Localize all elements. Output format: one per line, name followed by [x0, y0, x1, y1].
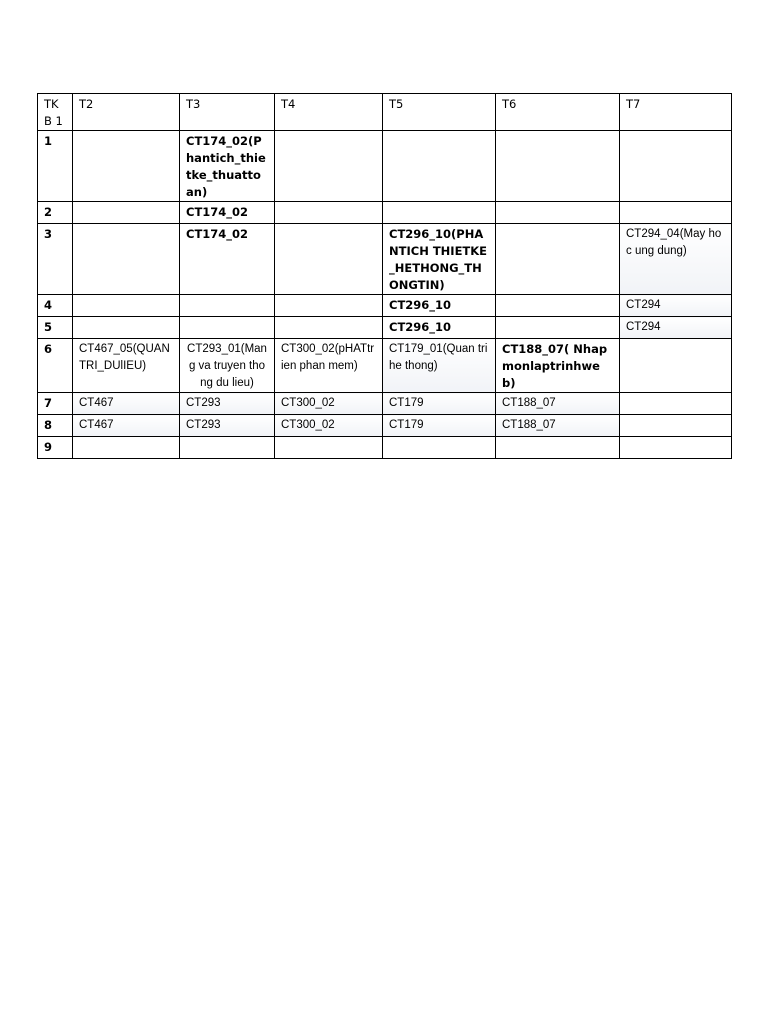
cell-t5: [383, 437, 496, 459]
table-row: [38, 437, 732, 459]
cell-t2: [73, 295, 180, 317]
cell-t7: [620, 339, 732, 393]
header-t2: T2: [73, 94, 180, 131]
cell-t3: CT293_01(Mang va truyen thong du lieu): [180, 339, 275, 393]
cell-t2: [73, 317, 180, 339]
header-t7: T7: [620, 94, 732, 131]
period-cell: 9: [38, 437, 73, 459]
cell-t5: CT296_10: [383, 317, 496, 339]
cell-t7: CT294_04(May hoc ung dung): [620, 224, 732, 295]
cell-t3: CT293: [180, 393, 275, 415]
cell-t3: [180, 437, 275, 459]
cell-t5: CT179: [383, 393, 496, 415]
cell-t5: [383, 131, 496, 202]
cell-t4: [275, 295, 383, 317]
period-cell: 7: [38, 393, 73, 415]
cell-t7: CT294: [620, 295, 732, 317]
period-cell: 6: [38, 339, 73, 393]
cell-t6: CT188_07( Nhapmonlaptrinhweb): [496, 339, 620, 393]
cell-t4: [275, 202, 383, 224]
period-cell: 5: [38, 317, 73, 339]
cell-t3: CT174_02(Phantich_thietke_thuattoan): [180, 131, 275, 202]
cell-t5: CT296_10: [383, 295, 496, 317]
cell-t2: [73, 224, 180, 295]
cell-t7: [620, 437, 732, 459]
table-row: [38, 131, 732, 202]
header-row: [38, 94, 732, 131]
cell-t6: [496, 437, 620, 459]
cell-t7: [620, 202, 732, 224]
table-row: [38, 317, 732, 339]
table-row: [38, 295, 732, 317]
cell-t4: CT300_02: [275, 415, 383, 437]
cell-t2: [73, 437, 180, 459]
cell-t4: [275, 224, 383, 295]
table-row: [38, 202, 732, 224]
cell-t2: [73, 131, 180, 202]
timetable: [37, 93, 732, 459]
cell-t6: [496, 295, 620, 317]
period-cell: 8: [38, 415, 73, 437]
cell-t5: CT179_01(Quan tri he thong): [383, 339, 496, 393]
cell-t3: CT174_02: [180, 224, 275, 295]
cell-t4: [275, 317, 383, 339]
header-t4: T4: [275, 94, 383, 131]
cell-t6: [496, 131, 620, 202]
cell-t7: [620, 415, 732, 437]
header-tkb: TKB 1: [38, 94, 73, 131]
cell-t4: [275, 437, 383, 459]
cell-t2: CT467: [73, 393, 180, 415]
cell-t3: [180, 295, 275, 317]
cell-t6: [496, 224, 620, 295]
cell-t7: [620, 393, 732, 415]
cell-t3: [180, 317, 275, 339]
cell-t4: [275, 131, 383, 202]
cell-t4: CT300_02: [275, 393, 383, 415]
header-t5: T5: [383, 94, 496, 131]
header-t3: T3: [180, 94, 275, 131]
table-row: [38, 393, 732, 415]
table-row: [38, 415, 732, 437]
cell-t6: CT188_07: [496, 415, 620, 437]
period-cell: 1: [38, 131, 73, 202]
period-cell: 4: [38, 295, 73, 317]
cell-t5: CT296_10(PHANTICH THIETKE_HETHONG_THONGTIN): [383, 224, 496, 295]
cell-t2: CT467: [73, 415, 180, 437]
period-cell: 2: [38, 202, 73, 224]
cell-t7: CT294: [620, 317, 732, 339]
cell-t5: [383, 202, 496, 224]
table-row: [38, 339, 732, 393]
cell-t4: CT300_02(pHATtrien phan mem): [275, 339, 383, 393]
cell-t6: [496, 202, 620, 224]
cell-t2: CT467_05(QUANTRI_DUlIEU): [73, 339, 180, 393]
cell-t6: [496, 317, 620, 339]
cell-t6: CT188_07: [496, 393, 620, 415]
table-row: [38, 224, 732, 295]
period-cell: 3: [38, 224, 73, 295]
cell-t7: [620, 131, 732, 202]
header-t6: T6: [496, 94, 620, 131]
cell-t5: CT179: [383, 415, 496, 437]
cell-t3: CT174_02: [180, 202, 275, 224]
cell-t2: [73, 202, 180, 224]
cell-t3: CT293: [180, 415, 275, 437]
